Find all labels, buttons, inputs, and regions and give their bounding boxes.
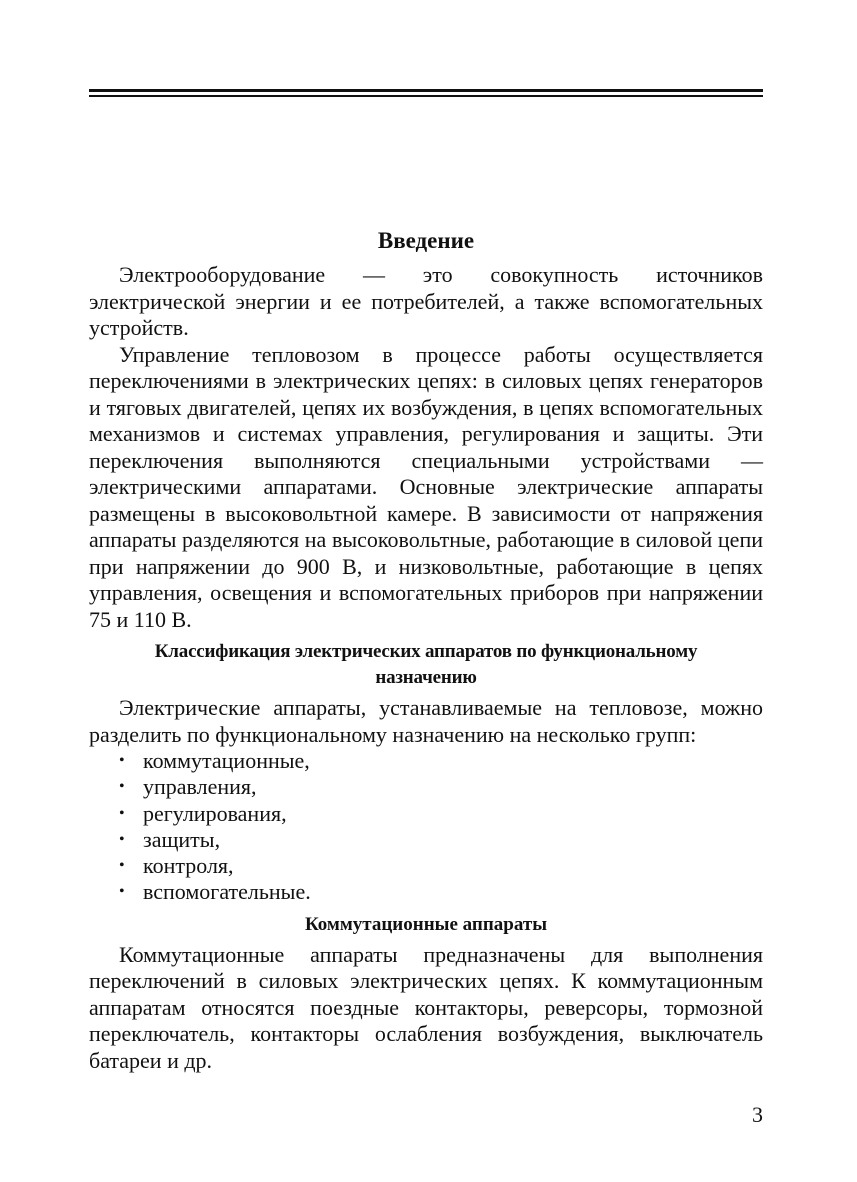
intro-paragraph-1: Электрооборудование — это совокупность источников электрической энергии и ее потребителей, а также вспомогательных устройств. (89, 262, 763, 340)
classification-heading-line-1: Классификация электрических аппаратов по функциональному (154, 641, 698, 662)
list-item (119, 748, 763, 774)
header-rule-thin (89, 95, 763, 97)
classification-lead: Электрические аппараты, устанавливаемые на тепловозе, можно разделить по функциональному назначению на несколько групп: (89, 695, 763, 747)
list-item (119, 879, 763, 905)
list-item-text: защиты, (143, 826, 221, 852)
page-number: 3 (752, 1102, 763, 1127)
bullet-icon: • (119, 804, 125, 822)
bullet-icon: • (119, 830, 125, 848)
list-item-text: регулирования, (143, 800, 287, 826)
bullet-icon: • (119, 857, 125, 875)
switching-apparatus-paragraph: Коммутационные аппараты предназначены для выполнения переключений в силовых электрических цепях. К коммутационным аппаратам относятся поездные контакторы, реверсоры, тормозной переключатель, контакторы ослабления возбуждения, выключатель батареи и др. (89, 941, 763, 1073)
switching-apparatus-heading: Коммутационные аппараты (304, 913, 548, 935)
bullet-icon: • (119, 752, 125, 769)
bullet-icon: • (119, 778, 125, 796)
list-item (119, 801, 763, 827)
list-item-text: управления, (143, 774, 257, 800)
header-rule-thick (89, 89, 763, 92)
page-title: Введение (377, 228, 475, 253)
page-body (89, 226, 763, 1074)
list-item (119, 853, 763, 879)
list-item (119, 827, 763, 853)
apparatus-group-list (89, 748, 763, 906)
classification-heading-line-2: назначению (375, 667, 477, 688)
classification-heading (89, 639, 763, 691)
list-item (119, 774, 763, 800)
intro-paragraph-2: Управление тепловозом в процессе работы осуществляется переключениями в электрических цепях: в силовых цепях генераторов и тяговых двигателей, цепях их возбуждения, в цепях вспомогательных механизмов и системах управления, регулирования и защиты. Эти переключения выполняются специальными устройствами — электрическими аппаратами. Основные электрические аппараты размещены в высоковольтной камере. В зависимости от напряжения аппараты разделяются на высоковольтные, работающие в силовой цепи при напряжении до 900 В, и низковольтные, работающие в цепях управления, освещения и вспомогательных приборов при напряжении 75 и 110 В. (89, 341, 763, 632)
bullet-icon: • (119, 883, 125, 901)
list-item-text: коммутационные, (143, 748, 310, 773)
list-item-text: вспомогательные. (143, 879, 311, 905)
list-item-text: контроля, (143, 853, 234, 879)
